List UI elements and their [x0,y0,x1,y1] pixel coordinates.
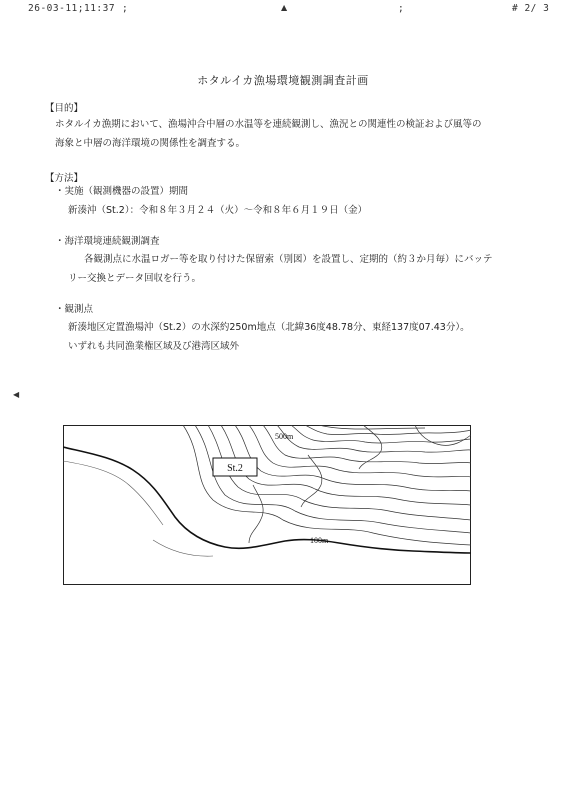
fax-separator: ; [398,3,405,14]
survey-title: ・海洋環境連続観測調査 [55,236,160,247]
station-line-1: 新湊地区定置漁場沖（St.2）の水深約250m地点（北緯36度48.78分、東経137度07.43分）。 [68,322,470,333]
method-heading: 【方法】 [45,173,84,184]
purpose-line-1: ホタルイカ漁期において、漁場沖合中層の水温等を連続観測し、漁況との関連性の検証および風等の [55,119,482,130]
fax-separator: ; [122,3,129,14]
survey-line-2: リー交換とデータ回収を行う。 [68,273,202,284]
fax-timestamp: 26-03-11;11:37 [28,3,116,14]
fax-page-number: # 2/ 3 [512,3,550,14]
survey-line-1: 各観測点に水温ロガー等を取り付けた保留索（別図）を設置し、定期的（約３か月毎）にバッテ [84,254,493,265]
station-text [68,318,470,356]
station-label: St.2 [227,463,243,474]
triangle-up-icon: ▲ [281,3,288,12]
period-title: ・実施（観測機器の設置）期間 [55,186,189,197]
document-title: ホタルイカ漁場環境観測調査計画 [197,74,369,87]
bathymetric-map [63,425,471,585]
survey-text [68,250,493,288]
station-line-2: いずれも共同漁業権区域及び港湾区域外 [68,341,240,352]
depth-label-100m: 100m [310,536,329,545]
purpose-heading: 【目的】 [45,103,84,114]
triangle-left-icon: ◀ [13,390,20,399]
purpose-text [55,115,482,153]
purpose-line-2: 海象と中層の海洋環境の関係性を調査する。 [55,138,246,149]
depth-label-500m: 500m [275,432,294,441]
period-text: 新湊沖（St.2）：令和８年３月２４（火）～令和８年６月１９日（金） [68,205,368,216]
station-title: ・観測点 [55,304,94,315]
map-frame [64,426,471,585]
